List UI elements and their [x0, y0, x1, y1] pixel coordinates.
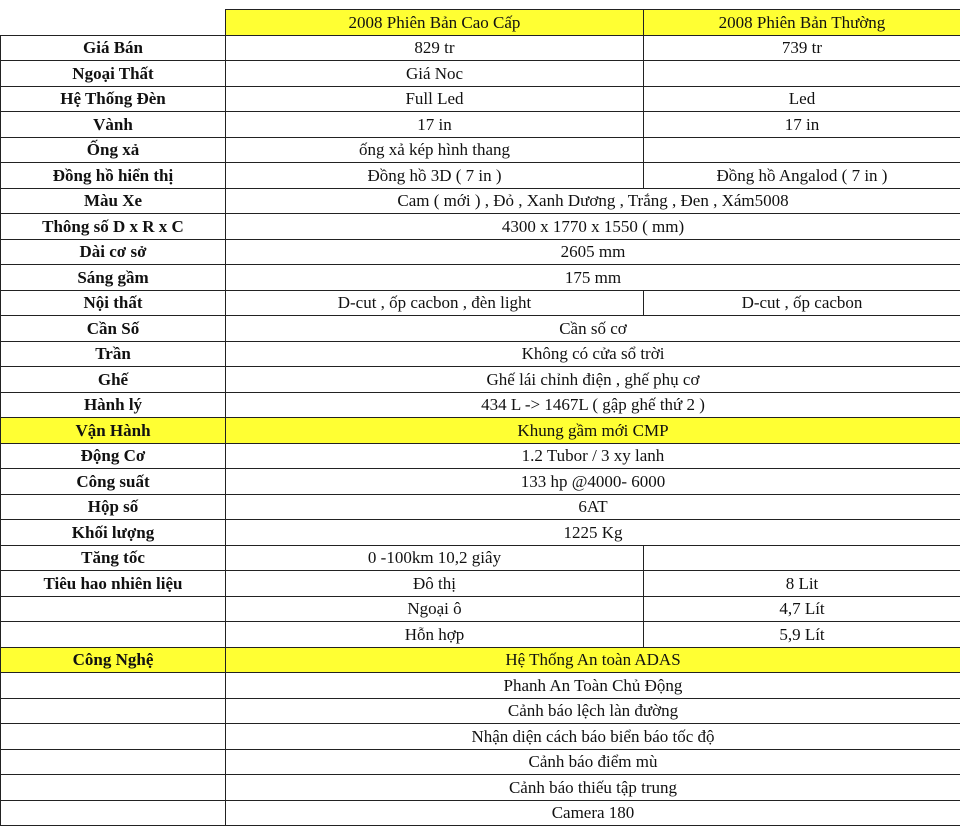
spec-row: [1, 112, 960, 138]
row-label: [1, 749, 226, 775]
row-value-shared: 1.2 Tubor / 3 xy lanh: [226, 443, 960, 469]
spec-row: [1, 749, 960, 775]
row-value-standard: [644, 137, 960, 163]
row-label: Vành: [1, 112, 226, 138]
header-premium-version: 2008 Phiên Bản Cao Cấp: [226, 10, 644, 36]
row-value-premium: Đô thị: [226, 571, 644, 597]
row-value-premium: Đồng hồ 3D ( 7 in ): [226, 163, 644, 189]
row-label: [1, 698, 226, 724]
spec-row: [1, 341, 960, 367]
spec-row: [1, 86, 960, 112]
row-label: Màu Xe: [1, 188, 226, 214]
row-value-shared: Cảnh báo thiếu tập trung: [226, 775, 960, 801]
row-value-shared: Không có cửa sổ trời: [226, 341, 960, 367]
spec-row: [1, 545, 960, 571]
spec-row: [1, 443, 960, 469]
row-value-standard: 8 Lit: [644, 571, 960, 597]
spec-row: [1, 622, 960, 648]
spec-row: [1, 265, 960, 291]
row-label: Giá Bán: [1, 35, 226, 61]
row-label: Công suất: [1, 469, 226, 495]
row-value-premium: 829 tr: [226, 35, 644, 61]
row-value-standard: 4,7 Lít: [644, 596, 960, 622]
row-value-premium: ống xả kép hình thang: [226, 137, 644, 163]
spec-row: [1, 494, 960, 520]
row-value-shared: Cần số cơ: [226, 316, 960, 342]
row-value-standard: 17 in: [644, 112, 960, 138]
spec-row: [1, 392, 960, 418]
spec-sheet: [0, 9, 960, 826]
row-value-standard: Đồng hồ Angalod ( 7 in ): [644, 163, 960, 189]
row-label: [1, 622, 226, 648]
row-label: Ống xả: [1, 137, 226, 163]
row-label: Tăng tốc: [1, 545, 226, 571]
row-label: [1, 800, 226, 826]
row-label: Cần Số: [1, 316, 226, 342]
spec-row: [1, 163, 960, 189]
row-value-premium: 17 in: [226, 112, 644, 138]
row-value-shared: 6AT: [226, 494, 960, 520]
row-value-shared: 4300 x 1770 x 1550 ( mm): [226, 214, 960, 240]
row-label: Động Cơ: [1, 443, 226, 469]
row-label: Ghế: [1, 367, 226, 393]
row-value-shared: Nhận diện cách báo biển báo tốc độ: [226, 724, 960, 750]
row-value-premium: Hỗn hợp: [226, 622, 644, 648]
row-label: [1, 596, 226, 622]
spec-row: [1, 520, 960, 546]
row-label: Tiêu hao nhiên liệu: [1, 571, 226, 597]
row-label: Trần: [1, 341, 226, 367]
row-value-premium: Full Led: [226, 86, 644, 112]
row-value-shared: Cảnh báo lệch làn đường: [226, 698, 960, 724]
spec-row: [1, 35, 960, 61]
row-label: Nội thất: [1, 290, 226, 316]
row-label: Sáng gầm: [1, 265, 226, 291]
row-value-shared: 1225 Kg: [226, 520, 960, 546]
row-label: [1, 673, 226, 699]
header-row: [1, 10, 960, 36]
spec-row: [1, 137, 960, 163]
spec-row: [1, 367, 960, 393]
spec-row: [1, 214, 960, 240]
row-value-premium: 0 -100km 10,2 giây: [226, 545, 644, 571]
row-value-standard: [644, 61, 960, 87]
row-label: Hành lý: [1, 392, 226, 418]
row-value-premium: D-cut , ốp cacbon , đèn light: [226, 290, 644, 316]
row-value-standard: D-cut , ốp cacbon: [644, 290, 960, 316]
spec-row: [1, 800, 960, 826]
row-label: Vận Hành: [1, 418, 226, 444]
row-value-shared: Hệ Thống An toàn ADAS: [226, 647, 960, 673]
row-value-standard: 5,9 Lít: [644, 622, 960, 648]
spec-row: [1, 61, 960, 87]
row-value-shared: Phanh An Toàn Chủ Động: [226, 673, 960, 699]
spec-row: [1, 647, 960, 673]
row-value-shared: Khung gầm mới CMP: [226, 418, 960, 444]
row-value-shared: 2605 mm: [226, 239, 960, 265]
row-value-shared: Ghế lái chỉnh điện , ghế phụ cơ: [226, 367, 960, 393]
spec-row: [1, 239, 960, 265]
spec-row: [1, 571, 960, 597]
row-value-standard: 739 tr: [644, 35, 960, 61]
spec-row: [1, 316, 960, 342]
spec-row: [1, 775, 960, 801]
row-label: Dài cơ sở: [1, 239, 226, 265]
row-value-standard: Led: [644, 86, 960, 112]
spec-row: [1, 698, 960, 724]
row-value-premium: Giá Noc: [226, 61, 644, 87]
spec-table: [0, 9, 960, 826]
spec-row: [1, 418, 960, 444]
row-label: Hệ Thống Đèn: [1, 86, 226, 112]
row-value-shared: Cam ( mới ) , Đỏ , Xanh Dương , Trắng , Đen , Xám5008: [226, 188, 960, 214]
row-label: Đồng hồ hiển thị: [1, 163, 226, 189]
row-value-premium: Ngoại ô: [226, 596, 644, 622]
spec-row: [1, 596, 960, 622]
row-value-shared: 133 hp @4000- 6000: [226, 469, 960, 495]
row-label: Ngoại Thất: [1, 61, 226, 87]
row-value-standard: [644, 545, 960, 571]
spec-table-body: [1, 10, 960, 826]
row-label: [1, 724, 226, 750]
row-value-shared: Cảnh báo điểm mù: [226, 749, 960, 775]
row-value-shared: 175 mm: [226, 265, 960, 291]
header-standard-version: 2008 Phiên Bản Thường: [644, 10, 960, 36]
spec-row: [1, 188, 960, 214]
spec-row: [1, 469, 960, 495]
row-value-shared: Camera 180: [226, 800, 960, 826]
row-label: Hộp số: [1, 494, 226, 520]
row-label: Thông số D x R x C: [1, 214, 226, 240]
row-label: Khối lượng: [1, 520, 226, 546]
row-label: [1, 775, 226, 801]
spec-row: [1, 724, 960, 750]
spec-row: [1, 673, 960, 699]
row-value-shared: 434 L -> 1467L ( gập ghế thứ 2 ): [226, 392, 960, 418]
row-label: Công Nghệ: [1, 647, 226, 673]
header-corner: [1, 10, 226, 36]
spec-row: [1, 290, 960, 316]
